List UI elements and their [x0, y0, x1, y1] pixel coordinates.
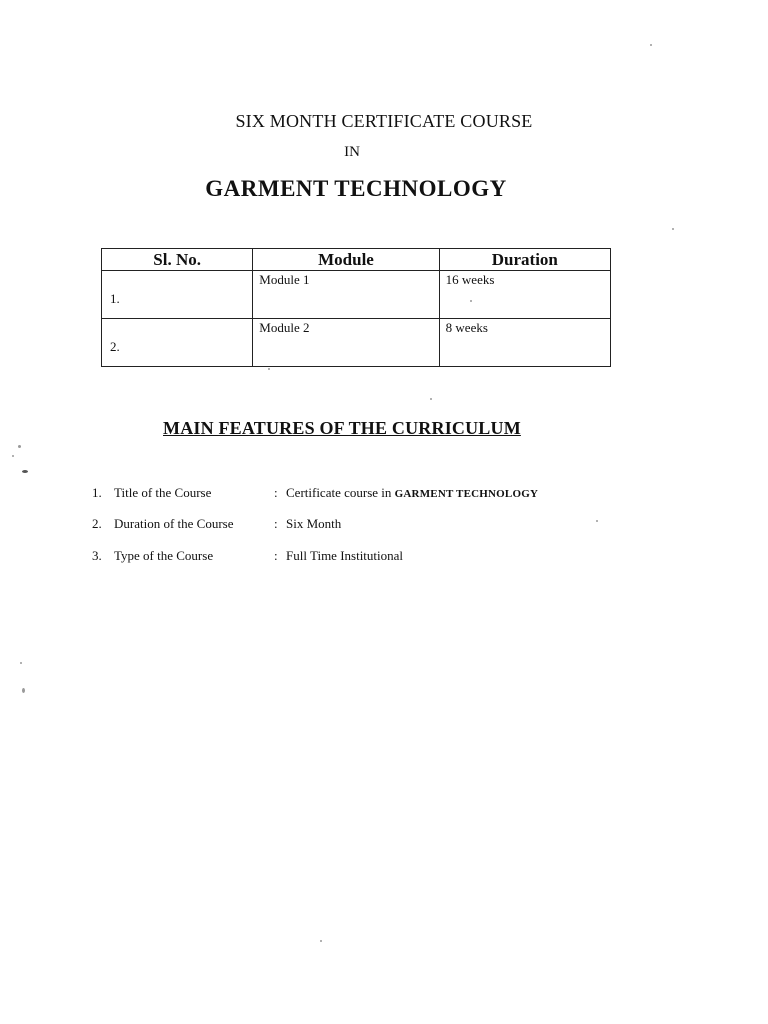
course-heading: SIX MONTH CERTIFICATE COURSE — [235, 111, 533, 131]
scan-speck — [470, 300, 472, 302]
feature-item-title — [92, 485, 538, 501]
scan-speck — [12, 455, 14, 457]
cell-module: Module 1 — [253, 271, 439, 319]
feature-number: 2. — [92, 516, 102, 531]
feature-value-caps: GARMENT TECHNOLOGY — [394, 488, 539, 500]
feature-item-duration — [92, 516, 341, 532]
feature-separator: : — [274, 516, 278, 531]
header-module: Module — [253, 249, 439, 271]
course-title: GARMENT TECHNOLOGY — [205, 176, 507, 201]
scan-speck — [18, 445, 21, 448]
cell-duration: 8 weeks — [439, 319, 610, 367]
feature-label: Duration of the Course — [114, 516, 234, 531]
table-row — [102, 319, 611, 367]
scan-speck — [650, 44, 652, 46]
modules-table — [101, 248, 611, 367]
feature-separator: : — [274, 485, 278, 500]
scan-speck — [268, 368, 270, 370]
scan-speck — [320, 940, 322, 942]
feature-item-type — [92, 548, 403, 564]
feature-label: Type of the Course — [114, 548, 214, 563]
scan-speck — [20, 662, 22, 664]
cell-module: Module 2 — [253, 319, 439, 367]
course-heading-connector: IN — [344, 144, 360, 160]
feature-separator: : — [274, 548, 278, 563]
sl-no-text: 1. — [110, 291, 120, 306]
cell-sl-no — [102, 319, 253, 367]
cell-duration: 16 weeks — [439, 271, 610, 319]
scan-speck — [22, 470, 28, 473]
table-header-row — [102, 249, 611, 271]
feature-number: 1. — [92, 485, 102, 500]
scan-speck — [430, 398, 432, 400]
table-row — [102, 271, 611, 319]
feature-label: Title of the Course — [114, 485, 212, 500]
cell-sl-no — [102, 271, 253, 319]
header-duration: Duration — [439, 249, 610, 271]
header-sl-no: Sl. No. — [102, 249, 253, 271]
feature-number: 3. — [92, 548, 102, 563]
feature-value: Six Month — [286, 516, 342, 531]
scan-speck — [596, 520, 598, 522]
feature-value: Certificate course in — [286, 485, 395, 500]
sl-no-text: 2. — [110, 339, 120, 354]
features-title: MAIN FEATURES OF THE CURRICULUM — [163, 418, 521, 438]
scan-speck — [22, 688, 25, 693]
feature-value: Full Time Institutional — [286, 548, 404, 563]
scan-speck — [672, 228, 674, 230]
